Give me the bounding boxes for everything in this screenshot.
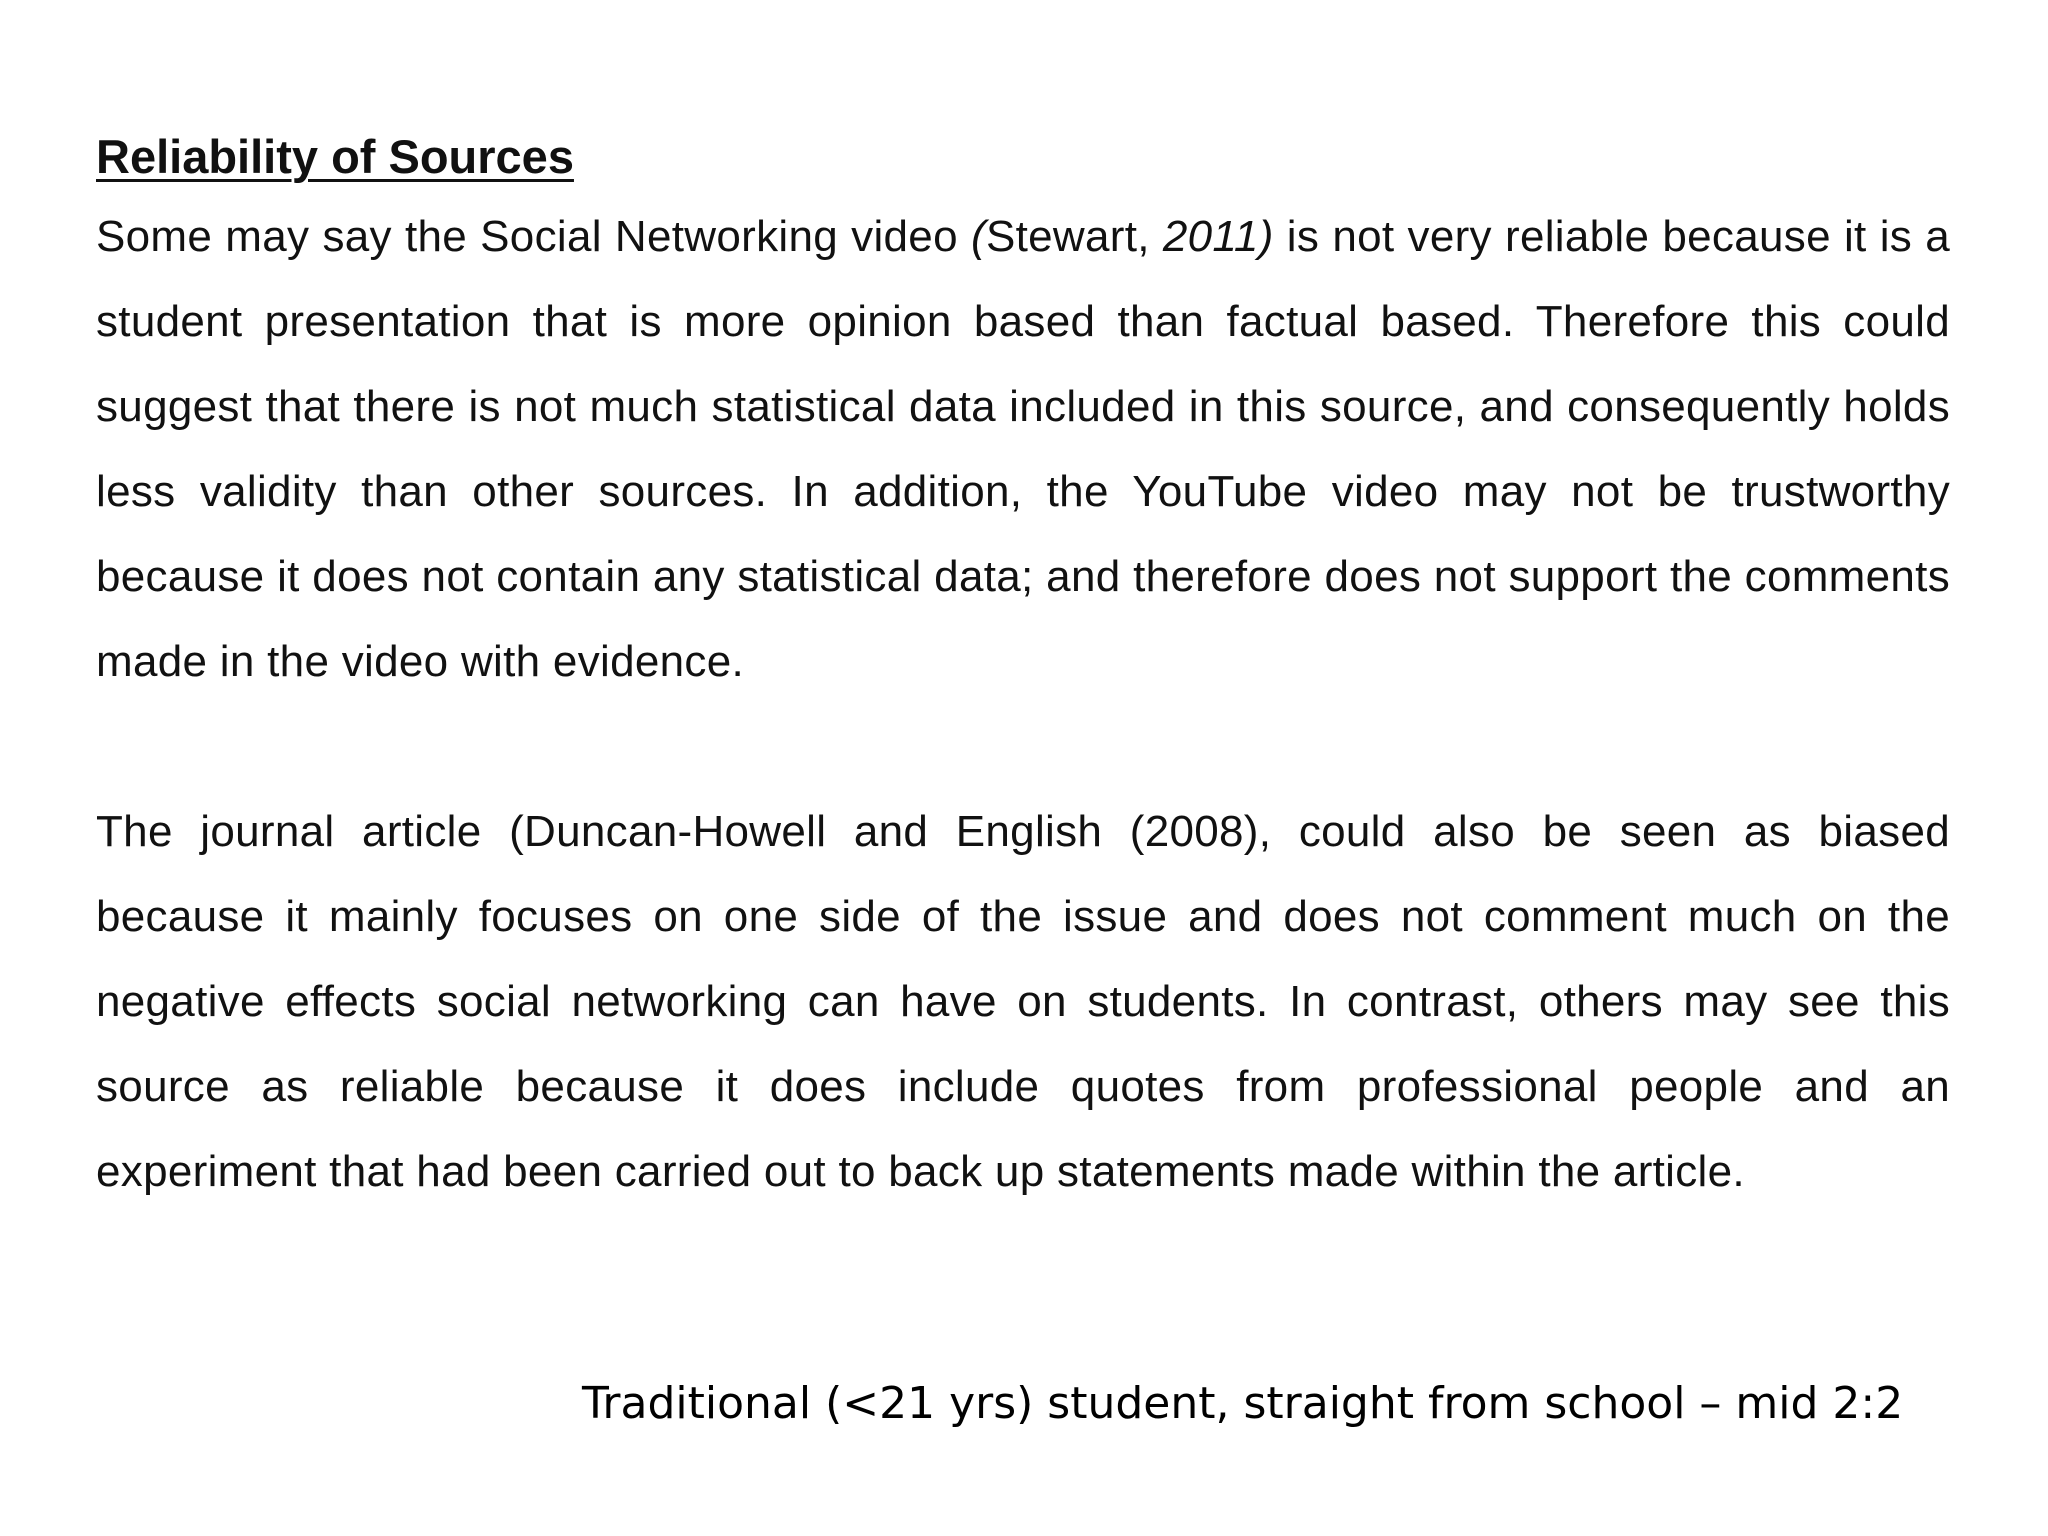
paragraph-video-reliability xyxy=(96,194,1950,704)
paragraph1-body: is not very reliable because it is a student presentation that is more opinion based than factual based. Therefore this could suggest that there is not much statistical data included in this source, and consequently holds less validity than other sources. In addition, the YouTube video may not be trustworthy because it does not contain any statistical data; and therefore does not support the comments made in the video with evidence. xyxy=(96,212,1951,686)
paragraph1-lead: Some may say the Social Networking video xyxy=(96,212,971,261)
citation-year: 2011) xyxy=(1162,212,1274,261)
document-excerpt xyxy=(96,128,1950,1214)
paragraph-journal-reliability: The journal article (Duncan-Howell and English (2008), could also be seen as biased because it mainly focuses on one side of the issue and does not comment much on the negative effects social networking can have on students. In contrast, others may see this source as reliable because it does include quotes from professional people and an experiment that had been carried out to back up statements made within the article. xyxy=(96,807,1950,1196)
section-heading: Reliability of Sources xyxy=(96,130,574,183)
citation-open-paren: ( xyxy=(971,212,986,261)
student-caption: Traditional (<21 yrs) student, straight from school – mid 2:2 xyxy=(582,1378,1904,1429)
citation-author: Stewart, xyxy=(985,212,1163,261)
